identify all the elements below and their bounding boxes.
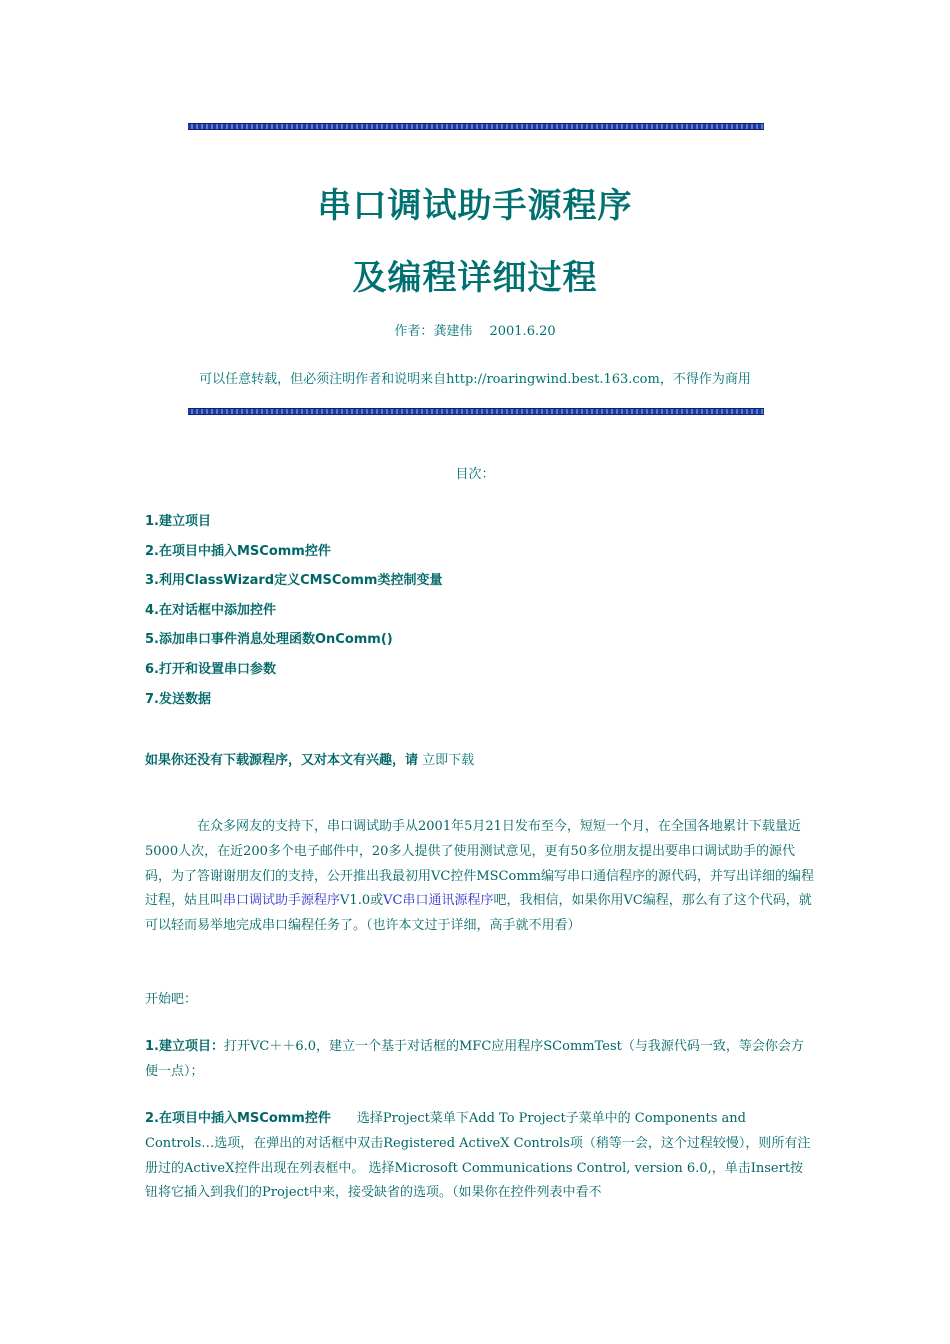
source-link-1[interactable]: 串口调试助手源程序 bbox=[223, 893, 341, 909]
toc-item[interactable]: 1.建立项目 bbox=[145, 514, 211, 529]
step1-heading: 1.建立项目： bbox=[145, 1039, 224, 1054]
download-line bbox=[145, 749, 815, 774]
intro-text-2: V1.0或 bbox=[340, 893, 384, 909]
step2-heading: 2.在项目中插入MSComm控件 bbox=[145, 1111, 331, 1126]
intro-text-3: 吧，我相信，如果你用VC编程，那么有了这个代码，就可以轻而易举地完成串口编程任务了。（也许本文过于详细，高手就不用看） bbox=[145, 893, 812, 934]
top-divider bbox=[188, 123, 764, 130]
toc-item[interactable]: 6.打开和设置串口参数 bbox=[145, 661, 276, 677]
step2-text: 选择Project菜单下Add To Project子菜单中的 Components and Controls…选项，在弹出的对话框中双击Registered ActiveX Controls项（稍等一会，这个过程较慢），则所有注册过的ActiveX控件出现在列表框中。 选择Microsoft Communications Control, version 6.0,，单击Insert按钮将它插入到我们的Project中来，接受缺省的选项。（如果你在控件列表中看不 bbox=[145, 1111, 811, 1201]
toc-item[interactable]: 3.利用ClassWizard定义CMSComm类控制变量 bbox=[145, 573, 443, 589]
download-prompt: 如果你还没有下载源程序，又对本文有兴趣，请 bbox=[145, 753, 419, 768]
intro-paragraph bbox=[145, 815, 815, 939]
page-title-line2: 及编程详细过程 bbox=[352, 258, 598, 298]
intro-text-1: 在众多网友的支持下，串口调试助手从2001年5月21日发布至今，短短一个月，在全国各地累计下载量近5000人次，在近200多个电子邮件中，20多人提供了使用测试意见，更有50多位朋友提出要串口调试助手的源代码，为了答谢谢朋友们的支持，公开推出我最初用VC控件MSComm编写串口通信程序的源代码，并写出详细的编程过程，姑且叫 bbox=[145, 819, 814, 909]
source-link-2[interactable]: VC串口通讯源程序 bbox=[383, 893, 494, 909]
toc-heading: 目次： bbox=[455, 467, 495, 482]
page-title-line1: 串口调试助手源程序 bbox=[317, 186, 633, 226]
step2-paragraph bbox=[145, 1107, 815, 1206]
toc-item[interactable]: 7.发送数据 bbox=[145, 691, 211, 707]
table-of-contents bbox=[145, 510, 442, 717]
start-label: 开始吧： bbox=[145, 992, 198, 1007]
toc-item[interactable]: 5.添加串口事件消息处理函数OnComm() bbox=[145, 632, 393, 648]
step1-text: 打开VC＋＋6.0，建立一个基于对话框的MFC应用程序SCommTest（与我源代码一致，等会你会方便一点）； bbox=[145, 1039, 804, 1079]
copyright-notice: 可以任意转载，但必须注明作者和说明来自http://roaringwind.best.163.com，不得作为商用 bbox=[199, 372, 751, 387]
author-line: 作者：龚建伟 2001.6.20 bbox=[394, 324, 556, 339]
step1-paragraph bbox=[145, 1035, 815, 1085]
toc-item[interactable]: 2.在项目中插入MSComm控件 bbox=[145, 543, 331, 559]
bottom-divider bbox=[188, 408, 764, 415]
toc-item[interactable]: 4.在对话框中添加控件 bbox=[145, 602, 276, 618]
download-link[interactable]: 立即下载 bbox=[422, 753, 475, 768]
